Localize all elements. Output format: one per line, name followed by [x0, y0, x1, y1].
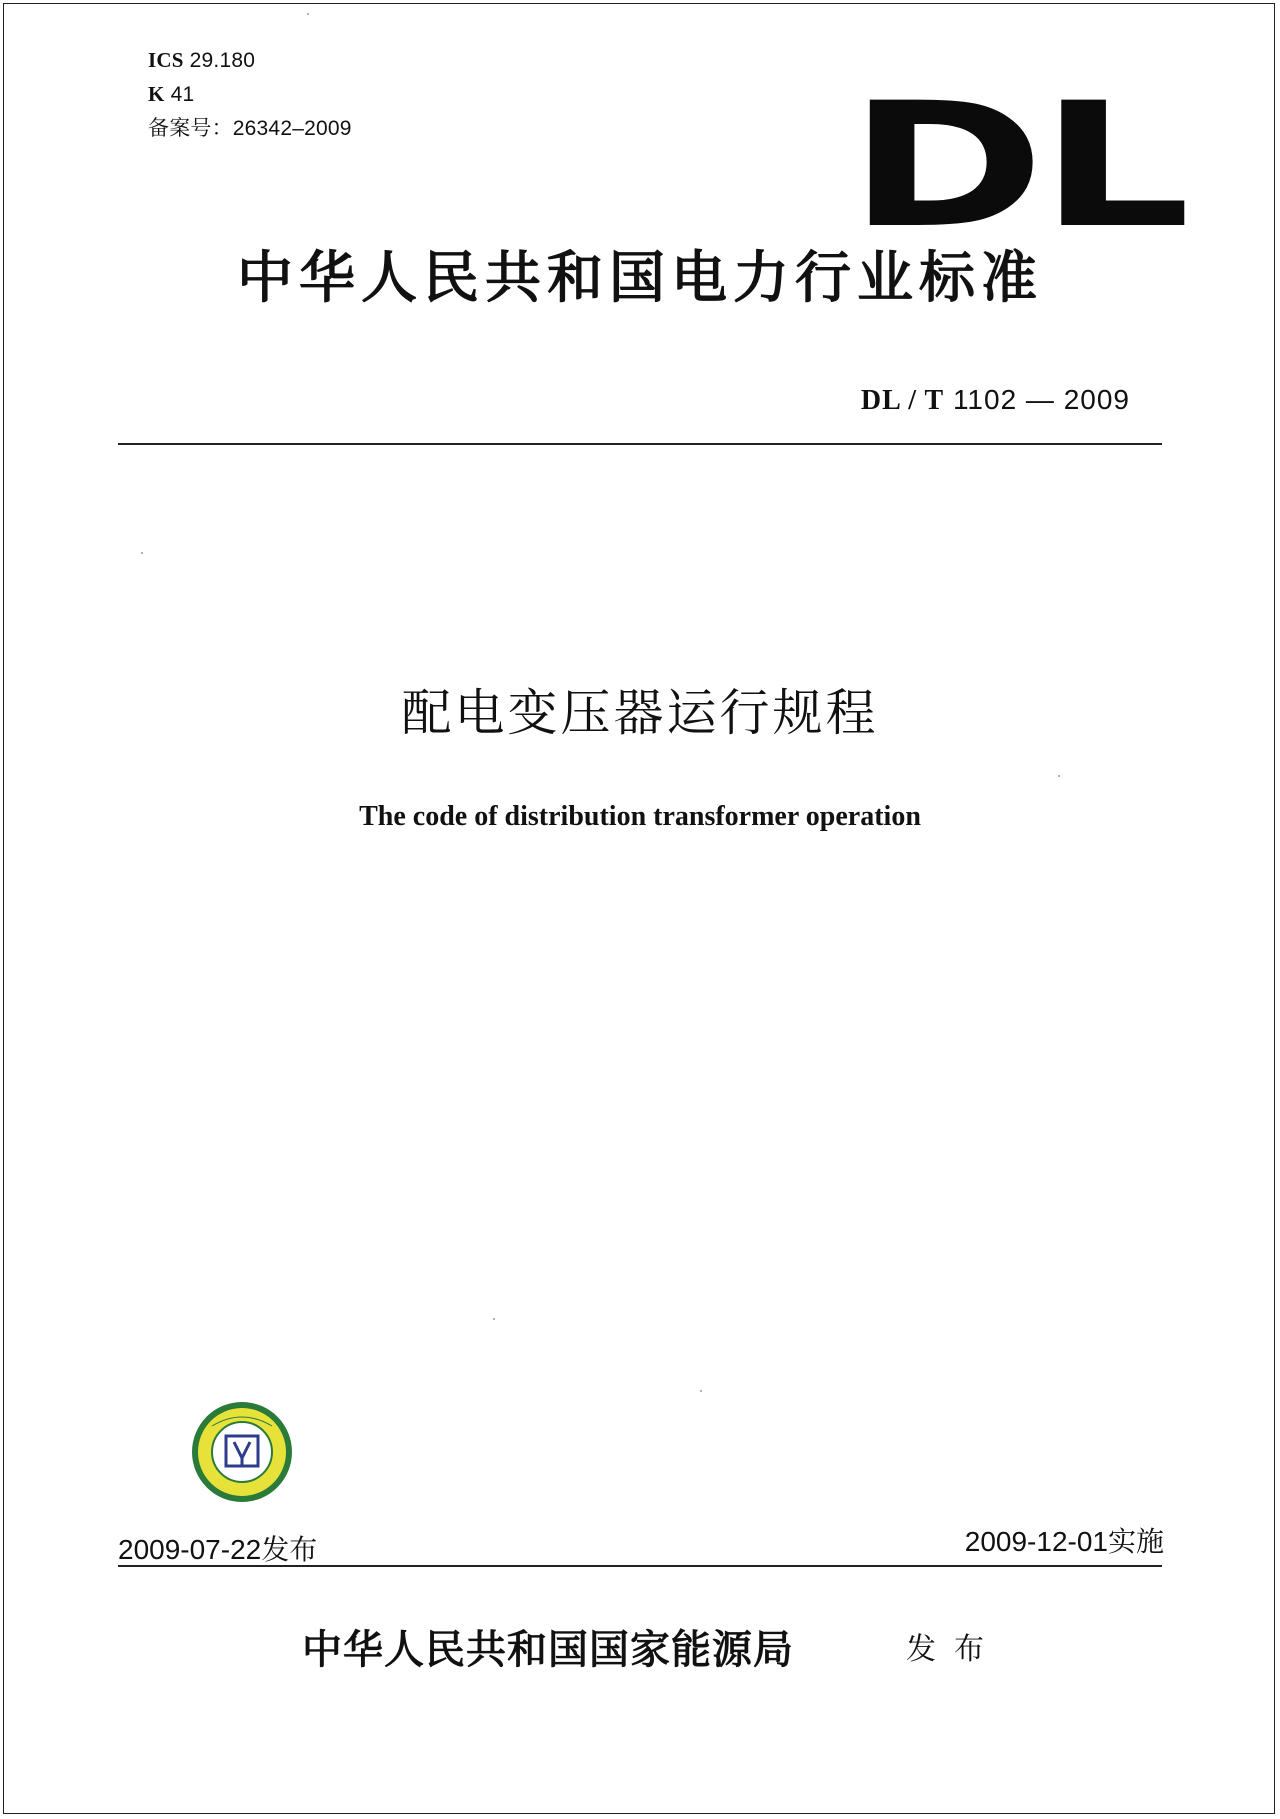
scan-speck	[141, 552, 143, 554]
publish-word: 发布	[906, 1632, 1002, 1667]
china-electric-power-press-seal-icon	[190, 1400, 294, 1504]
dl-logo: DL	[848, 65, 1186, 266]
standard-number	[861, 384, 1130, 417]
standard-title: 中华人民共和国电力行业标准	[237, 245, 1043, 311]
k-value: 41	[170, 83, 195, 106]
standard-code: DL / T	[860, 385, 945, 416]
standard-number-value: 1102 — 2009	[952, 384, 1130, 415]
scan-speck	[493, 1318, 495, 1320]
top-rule	[118, 443, 1162, 445]
scan-speck	[1058, 775, 1060, 777]
scan-speck	[307, 13, 309, 15]
k-code	[148, 84, 194, 105]
document-title-en: The code of distribution transformer operation	[359, 801, 921, 832]
document-title-cn: 配电变压器运行规程	[401, 684, 879, 742]
ics-code	[148, 50, 255, 71]
implementation-date: 2009-12-01实施	[964, 1526, 1164, 1557]
k-label: K	[148, 82, 165, 106]
bottom-rule	[118, 1565, 1162, 1567]
issue-date: 2009-07-22发布	[118, 1534, 318, 1565]
ics-value: 29.180	[189, 49, 256, 72]
publisher: 中华人民共和国国家能源局	[302, 1626, 794, 1673]
registration-number: 备案号：26342–2009	[148, 117, 352, 140]
ics-label: ICS	[148, 48, 184, 72]
seal-inner-ring	[212, 1422, 272, 1482]
scan-speck	[700, 1390, 702, 1392]
